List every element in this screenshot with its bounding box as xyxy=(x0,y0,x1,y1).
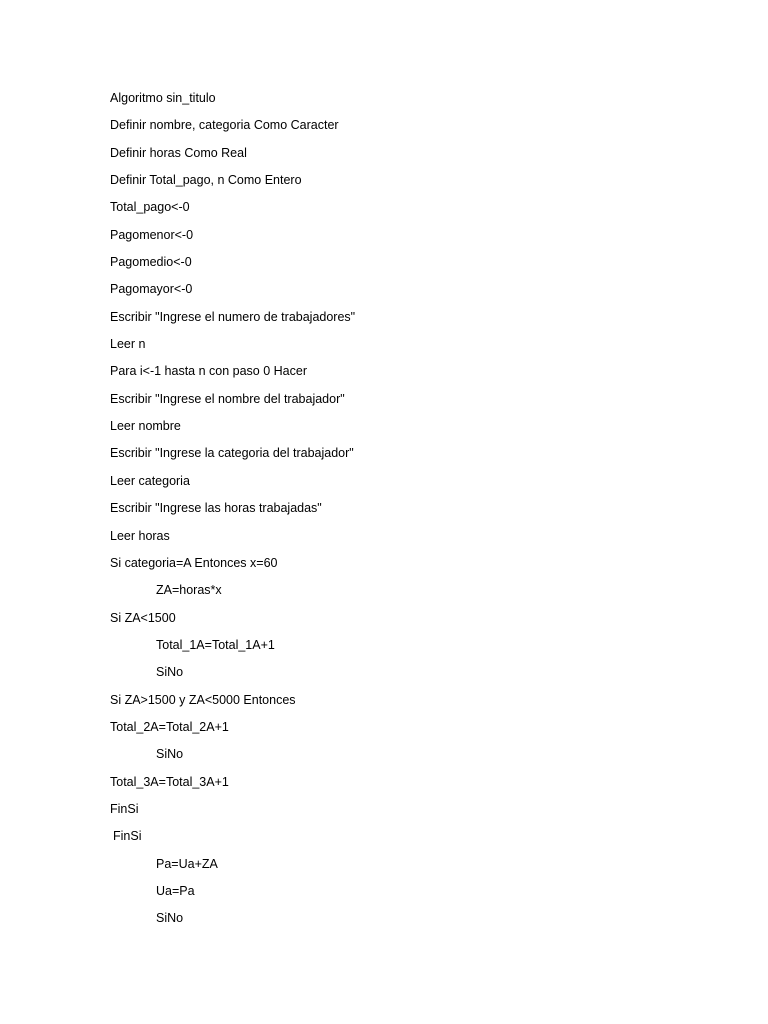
code-line: Definir Total_pago, n Como Entero xyxy=(110,173,302,188)
code-line: Definir nombre, categoria Como Caracter xyxy=(110,118,339,133)
code-line: SiNo xyxy=(156,747,184,762)
code-line: Total_1A=Total_1A+1 xyxy=(156,637,275,652)
code-line: Ua=Pa xyxy=(156,883,195,898)
code-line: Pagomayor<-0 xyxy=(110,282,193,297)
code-line: FinSi xyxy=(110,801,139,816)
code-line: FinSi xyxy=(113,829,142,844)
code-line: Si categoria=A Entonces x=60 xyxy=(110,555,278,570)
code-line: Escribir "Ingrese la categoria del trabajador" xyxy=(110,446,354,461)
code-line: Pagomedio<-0 xyxy=(110,255,192,270)
code-line: Total_3A=Total_3A+1 xyxy=(110,774,229,789)
code-line: Algoritmo sin_titulo xyxy=(110,91,216,105)
code-line: Total_pago<-0 xyxy=(110,200,190,215)
code-line: SiNo xyxy=(156,911,184,926)
code-line: Si ZA<1500 xyxy=(110,610,176,625)
code-line: Leer n xyxy=(110,337,146,352)
code-line: Pagomenor<-0 xyxy=(110,227,194,242)
code-line: Escribir "Ingrese las horas trabajadas" xyxy=(110,501,322,516)
code-line: Definir horas Como Real xyxy=(110,145,247,160)
code-line: Pa=Ua+ZA xyxy=(156,856,218,871)
code-line: SiNo xyxy=(156,665,184,680)
code-line: ZA=horas*x xyxy=(156,583,222,598)
code-line: Escribir "Ingrese el nombre del trabajador" xyxy=(110,391,345,406)
code-line: Escribir "Ingrese el numero de trabajadores" xyxy=(110,309,356,324)
code-line: Leer horas xyxy=(110,528,170,543)
code-line: Leer categoria xyxy=(110,473,190,488)
document-body xyxy=(110,85,710,933)
code-line: Leer nombre xyxy=(110,419,181,434)
code-line: Para i<-1 hasta n con paso 0 Hacer xyxy=(110,364,307,379)
code-line: Si ZA>1500 y ZA<5000 Entonces xyxy=(110,692,296,707)
code-line: Total_2A=Total_2A+1 xyxy=(110,719,229,734)
